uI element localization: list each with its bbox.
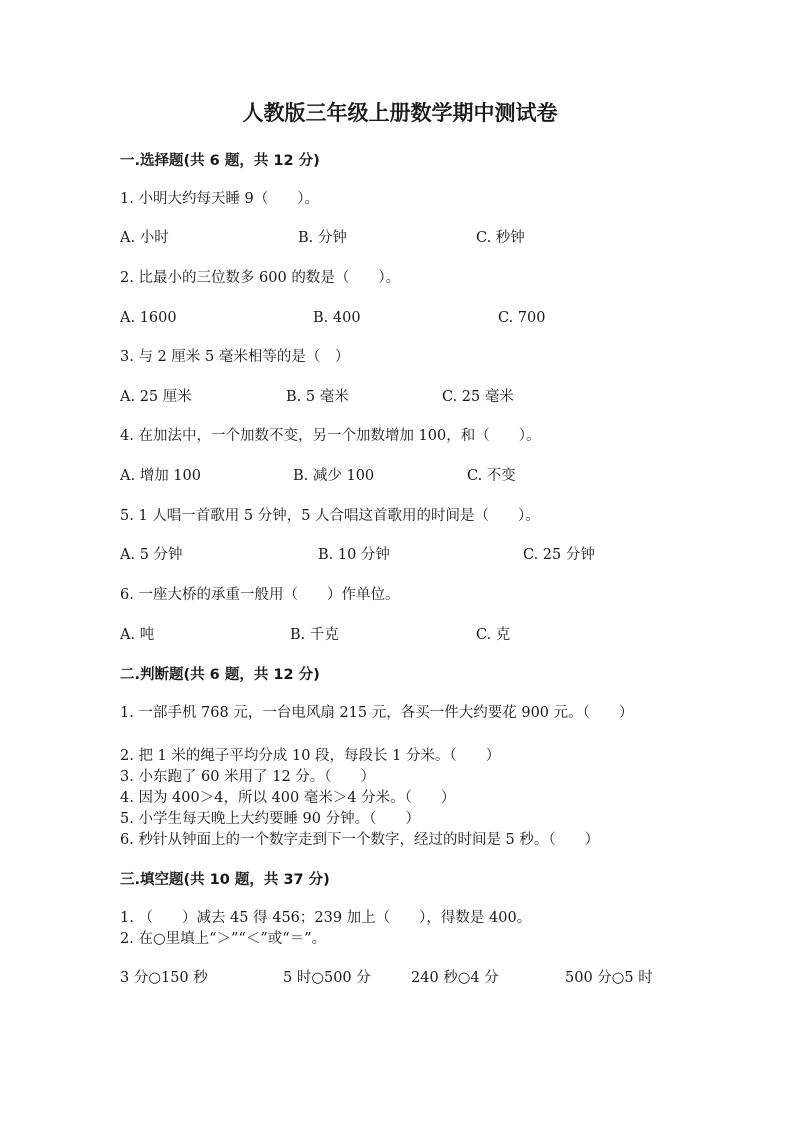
question-text: 1. 小明大约每天睡 9（ ）。 bbox=[120, 191, 320, 207]
option-b: B. 10 分钟 bbox=[318, 547, 390, 563]
judgement-item: 4. 因为 400＞4，所以 400 毫米＞4 分米。（ ） bbox=[120, 790, 456, 806]
option-c: C. 秒钟 bbox=[476, 230, 525, 246]
question-text: 5. 1 人唱一首歌用 5 分钟，5 人合唱这首歌用的时间是（ ）。 bbox=[120, 508, 540, 524]
fill-blank-item: 2. 在○里填上“＞”“＜”或“＝”。 bbox=[120, 931, 327, 947]
question-text: 4. 在加法中，一个加数不变，另一个加数增加 100，和（ ）。 bbox=[120, 428, 541, 444]
question-text: 2. 比最小的三位数多 600 的数是（ ）。 bbox=[120, 270, 401, 286]
judgement-item: 6. 秒针从钟面上的一个数字走到下一个数字，经过的时间是 5 秒。（ ） bbox=[120, 832, 600, 848]
option-c: C. 700 bbox=[498, 310, 546, 326]
option-b: B. 分钟 bbox=[298, 230, 347, 246]
section-heading-fill-blank: 三.填空题(共 10 题，共 37 分) bbox=[120, 872, 330, 888]
option-b: B. 千克 bbox=[290, 627, 339, 643]
judgement-item: 2. 把 1 米的绳子平均分成 10 段，每段长 1 分米。（ ） bbox=[120, 748, 501, 764]
section-heading-judgement: 二.判断题(共 6 题，共 12 分) bbox=[120, 667, 320, 683]
compare-item: 5 时○500 分 bbox=[283, 970, 371, 986]
option-a: A. 25 厘米 bbox=[120, 389, 192, 405]
option-a: A. 吨 bbox=[120, 627, 155, 643]
option-b: B. 400 bbox=[313, 310, 361, 326]
fill-blank-item: 1. （ ）减去 45 得 456；239 加上（ ），得数是 400。 bbox=[120, 910, 532, 926]
option-c: C. 克 bbox=[476, 627, 511, 643]
option-a: A. 小时 bbox=[120, 230, 169, 246]
judgement-item: 5. 小学生每天晚上大约要睡 90 分钟。（ ） bbox=[120, 811, 420, 827]
compare-item: 3 分○150 秒 bbox=[120, 970, 208, 986]
section-heading-choice: 一.选择题(共 6 题，共 12 分) bbox=[120, 153, 320, 169]
option-a: A. 1600 bbox=[120, 310, 177, 326]
judgement-item: 3. 小东跑了 60 米用了 12 分。（ ） bbox=[120, 769, 376, 785]
option-b: B. 减少 100 bbox=[293, 468, 375, 484]
compare-item: 240 秒○4 分 bbox=[411, 970, 499, 986]
option-c: C. 不变 bbox=[467, 468, 516, 484]
judgement-item: 1. 一部手机 768 元，一台电风扇 215 元，各买一件大约要花 900 元。（ ） bbox=[120, 705, 634, 721]
page-title: 人教版三年级上册数学期中测试卷 bbox=[242, 101, 558, 125]
question-text: 3. 与 2 厘米 5 毫米相等的是（ ） bbox=[120, 349, 350, 365]
question-text: 6. 一座大桥的承重一般用（ ）作单位。 bbox=[120, 587, 400, 603]
compare-item: 500 分○5 时 bbox=[565, 970, 653, 986]
option-c: C. 25 毫米 bbox=[442, 389, 514, 405]
option-c: C. 25 分钟 bbox=[523, 547, 595, 563]
option-a: A. 5 分钟 bbox=[120, 547, 183, 563]
option-a: A. 增加 100 bbox=[120, 468, 201, 484]
option-b: B. 5 毫米 bbox=[286, 389, 349, 405]
